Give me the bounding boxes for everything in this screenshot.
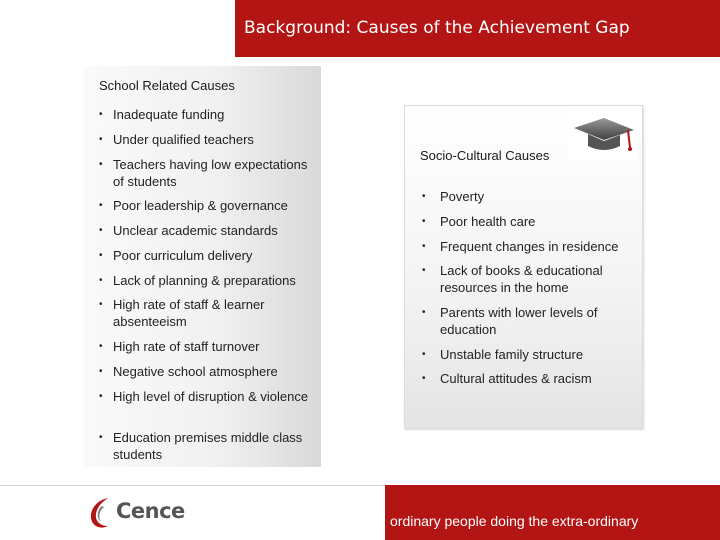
logo-text: Cence bbox=[116, 499, 185, 523]
list-item: • Under qualified teachers bbox=[99, 132, 254, 147]
list-item: • Parents with lower levels of education bbox=[422, 305, 598, 337]
page-title: Background: Causes of the Achievement Gap bbox=[244, 18, 630, 38]
list-item: • Poverty bbox=[422, 189, 485, 204]
list-item: • Teachers having low expectations of students bbox=[99, 157, 308, 189]
list-item: • Negative school atmosphere bbox=[99, 364, 278, 379]
list-item: • Lack of planning & preparations bbox=[99, 273, 296, 288]
school-causes-panel bbox=[84, 66, 321, 467]
list-item: • Lack of books & educational resources in the home bbox=[422, 263, 603, 295]
list-item: • Unstable family structure bbox=[422, 347, 584, 362]
list-item: • Poor curriculum delivery bbox=[99, 248, 253, 263]
socio-causes-title: Socio-Cultural Causes bbox=[420, 148, 550, 163]
list-item: • Unclear academic standards bbox=[99, 223, 278, 238]
list-item: • High rate of staff & learner absenteeism bbox=[99, 297, 265, 329]
list-item: • Education premises middle class students bbox=[99, 430, 303, 462]
list-item: • High level of disruption & violence bbox=[99, 389, 309, 404]
graduation-cap-icon bbox=[568, 108, 638, 160]
list-item: • Frequent changes in residence bbox=[422, 239, 619, 254]
list-item: • Poor leadership & governance bbox=[99, 198, 288, 213]
school-causes-title: School Related Causes bbox=[99, 78, 235, 93]
list-item: • Poor health care bbox=[422, 214, 536, 229]
list-item: • Inadequate funding bbox=[99, 107, 225, 122]
list-item: • High rate of staff turnover bbox=[99, 339, 260, 354]
list-item: • Cultural attitudes & racism bbox=[422, 371, 592, 386]
tagline: ordinary people doing the extra-ordinary bbox=[390, 513, 639, 529]
